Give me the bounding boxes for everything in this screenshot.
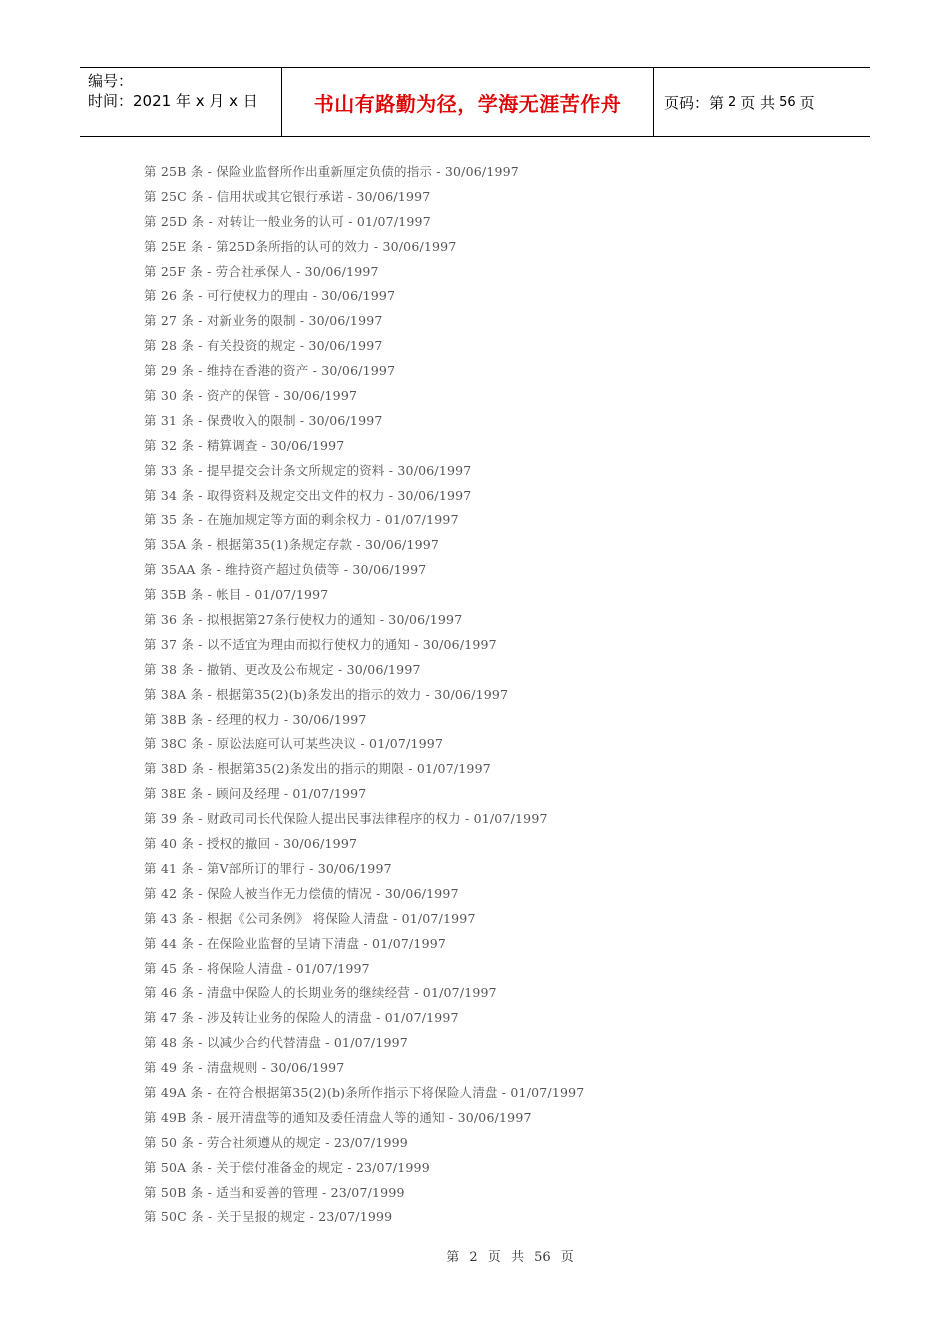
section-item: 第 50A 条 - 关于偿付准备金的规定 - 23/07/1999 [144, 1159, 430, 1175]
footer-page-number: 2 [469, 1250, 478, 1265]
code-label: 编号： [88, 72, 134, 90]
section-item: 第 38C 条 - 原讼法庭可认可某些决议 - 01/07/1997 [144, 736, 444, 752]
section-item: 第 35 条 - 在施加规定等方面的剩余权力 - 01/07/1997 [144, 512, 459, 528]
section-item: 第 50B 条 - 适当和妥善的管理 - 23/07/1999 [144, 1184, 405, 1200]
footer-d: 页 [560, 1250, 574, 1265]
section-item: 第 30 条 - 资产的保管 - 30/06/1997 [144, 388, 358, 404]
section-item: 第 40 条 - 授权的撤回 - 30/06/1997 [144, 836, 358, 852]
section-item: 第 41 条 - 第Ⅴ部所订的罪行 - 30/06/1997 [144, 860, 392, 876]
section-item: 第 38E 条 - 顾问及经理 - 01/07/1997 [144, 786, 367, 802]
time-label: 时间：2021 年 x 月 x 日 [88, 92, 258, 110]
section-item: 第 44 条 - 在保险业监督的呈请下清盘 - 01/07/1997 [144, 935, 447, 951]
footer-c: 共 [510, 1250, 524, 1265]
footer-page-total: 56 [534, 1250, 551, 1265]
section-item: 第 46 条 - 清盘中保险人的长期业务的继续经营 - 01/07/1997 [144, 985, 497, 1001]
section-item: 第 26 条 - 可行使权力的理由 - 30/06/1997 [144, 288, 396, 304]
section-item: 第 39 条 - 财政司司长代保险人提出民事法律程序的权力 - 01/07/1997 [144, 811, 548, 827]
section-item: 第 38 条 - 撤销、更改及公布规定 - 30/06/1997 [144, 661, 421, 677]
section-item: 第 37 条 - 以不适宜为理由而拟行使权力的通知 - 30/06/1997 [144, 636, 497, 652]
section-item: 第 38B 条 - 经理的权力 - 30/06/1997 [144, 711, 367, 727]
section-item: 第 27 条 - 对新业务的限制 - 30/06/1997 [144, 313, 383, 329]
page-mid: 页 共 [740, 93, 776, 112]
header-page-info [654, 68, 870, 136]
section-item: 第 45 条 - 将保险人清盘 - 01/07/1997 [144, 960, 370, 976]
header-motto: 书山有路勤为径，学海无涯苦作舟 [282, 68, 654, 136]
section-item: 第 36 条 - 拟根据第27条行使权力的通知 - 30/06/1997 [144, 612, 463, 628]
footer-b: 页 [487, 1250, 501, 1265]
page-total: 56 [779, 94, 796, 110]
section-item: 第 31 条 - 保费收入的限制 - 30/06/1997 [144, 412, 383, 428]
section-list [144, 160, 864, 1230]
section-item: 第 47 条 - 涉及转让业务的保险人的清盘 - 01/07/1997 [144, 1010, 459, 1026]
section-item: 第 38A 条 - 根据第35(2)(b)条发出的指示的效力 - 30/06/1997 [144, 686, 509, 702]
page-prefix: 页码：第 [664, 93, 725, 112]
document-header [80, 67, 870, 137]
section-item: 第 49B 条 - 展开清盘等的通知及委任清盘人等的通知 - 30/06/1997 [144, 1109, 532, 1125]
section-item: 第 35A 条 - 根据第35(1)条规定存款 - 30/06/1997 [144, 537, 440, 553]
section-item: 第 28 条 - 有关投资的规定 - 30/06/1997 [144, 338, 383, 354]
section-item: 第 32 条 - 精算调查 - 30/06/1997 [144, 437, 345, 453]
page-footer [0, 1246, 950, 1265]
header-meta [80, 68, 282, 136]
section-item: 第 38D 条 - 根据第35(2)条发出的指示的期限 - 01/07/1997 [144, 761, 491, 777]
section-item: 第 50C 条 - 关于呈报的规定 - 23/07/1999 [144, 1209, 393, 1225]
section-item: 第 29 条 - 维持在香港的资产 - 30/06/1997 [144, 363, 396, 379]
page-suffix: 页 [799, 93, 815, 112]
section-item: 第 25C 条 - 信用状或其它银行承诺 - 30/06/1997 [144, 188, 431, 204]
section-item: 第 35AA 条 - 维持资产超过负债等 - 30/06/1997 [144, 562, 427, 578]
section-item: 第 42 条 - 保险人被当作无力偿债的情况 - 30/06/1997 [144, 885, 459, 901]
section-item: 第 25F 条 - 劳合社承保人 - 30/06/1997 [144, 263, 379, 279]
section-item: 第 33 条 - 提早提交会计条文所规定的资料 - 30/06/1997 [144, 462, 472, 478]
section-item: 第 49A 条 - 在符合根据第35(2)(b)条所作指示下将保险人清盘 - 01/07/1997 [144, 1084, 585, 1100]
section-item: 第 50 条 - 劳合社须遵从的规定 - 23/07/1999 [144, 1134, 408, 1150]
section-item: 第 43 条 - 根据《公司条例》 将保险人清盘 - 01/07/1997 [144, 910, 476, 926]
section-item: 第 25B 条 - 保险业监督所作出重新厘定负债的指示 - 30/06/1997 [144, 164, 519, 179]
section-item: 第 49 条 - 清盘规则 - 30/06/1997 [144, 1060, 345, 1076]
section-item: 第 35B 条 - 帐目 - 01/07/1997 [144, 587, 329, 603]
section-item: 第 34 条 - 取得资料及规定交出文件的权力 - 30/06/1997 [144, 487, 472, 503]
section-item: 第 48 条 - 以减少合约代替清盘 - 01/07/1997 [144, 1035, 408, 1051]
section-item: 第 25E 条 - 第25D条所指的认可的效力 - 30/06/1997 [144, 238, 457, 254]
section-item: 第 25D 条 - 对转让一般业务的认可 - 01/07/1997 [144, 213, 431, 229]
footer-a: 第 [446, 1250, 460, 1265]
page-number: 2 [728, 94, 737, 110]
